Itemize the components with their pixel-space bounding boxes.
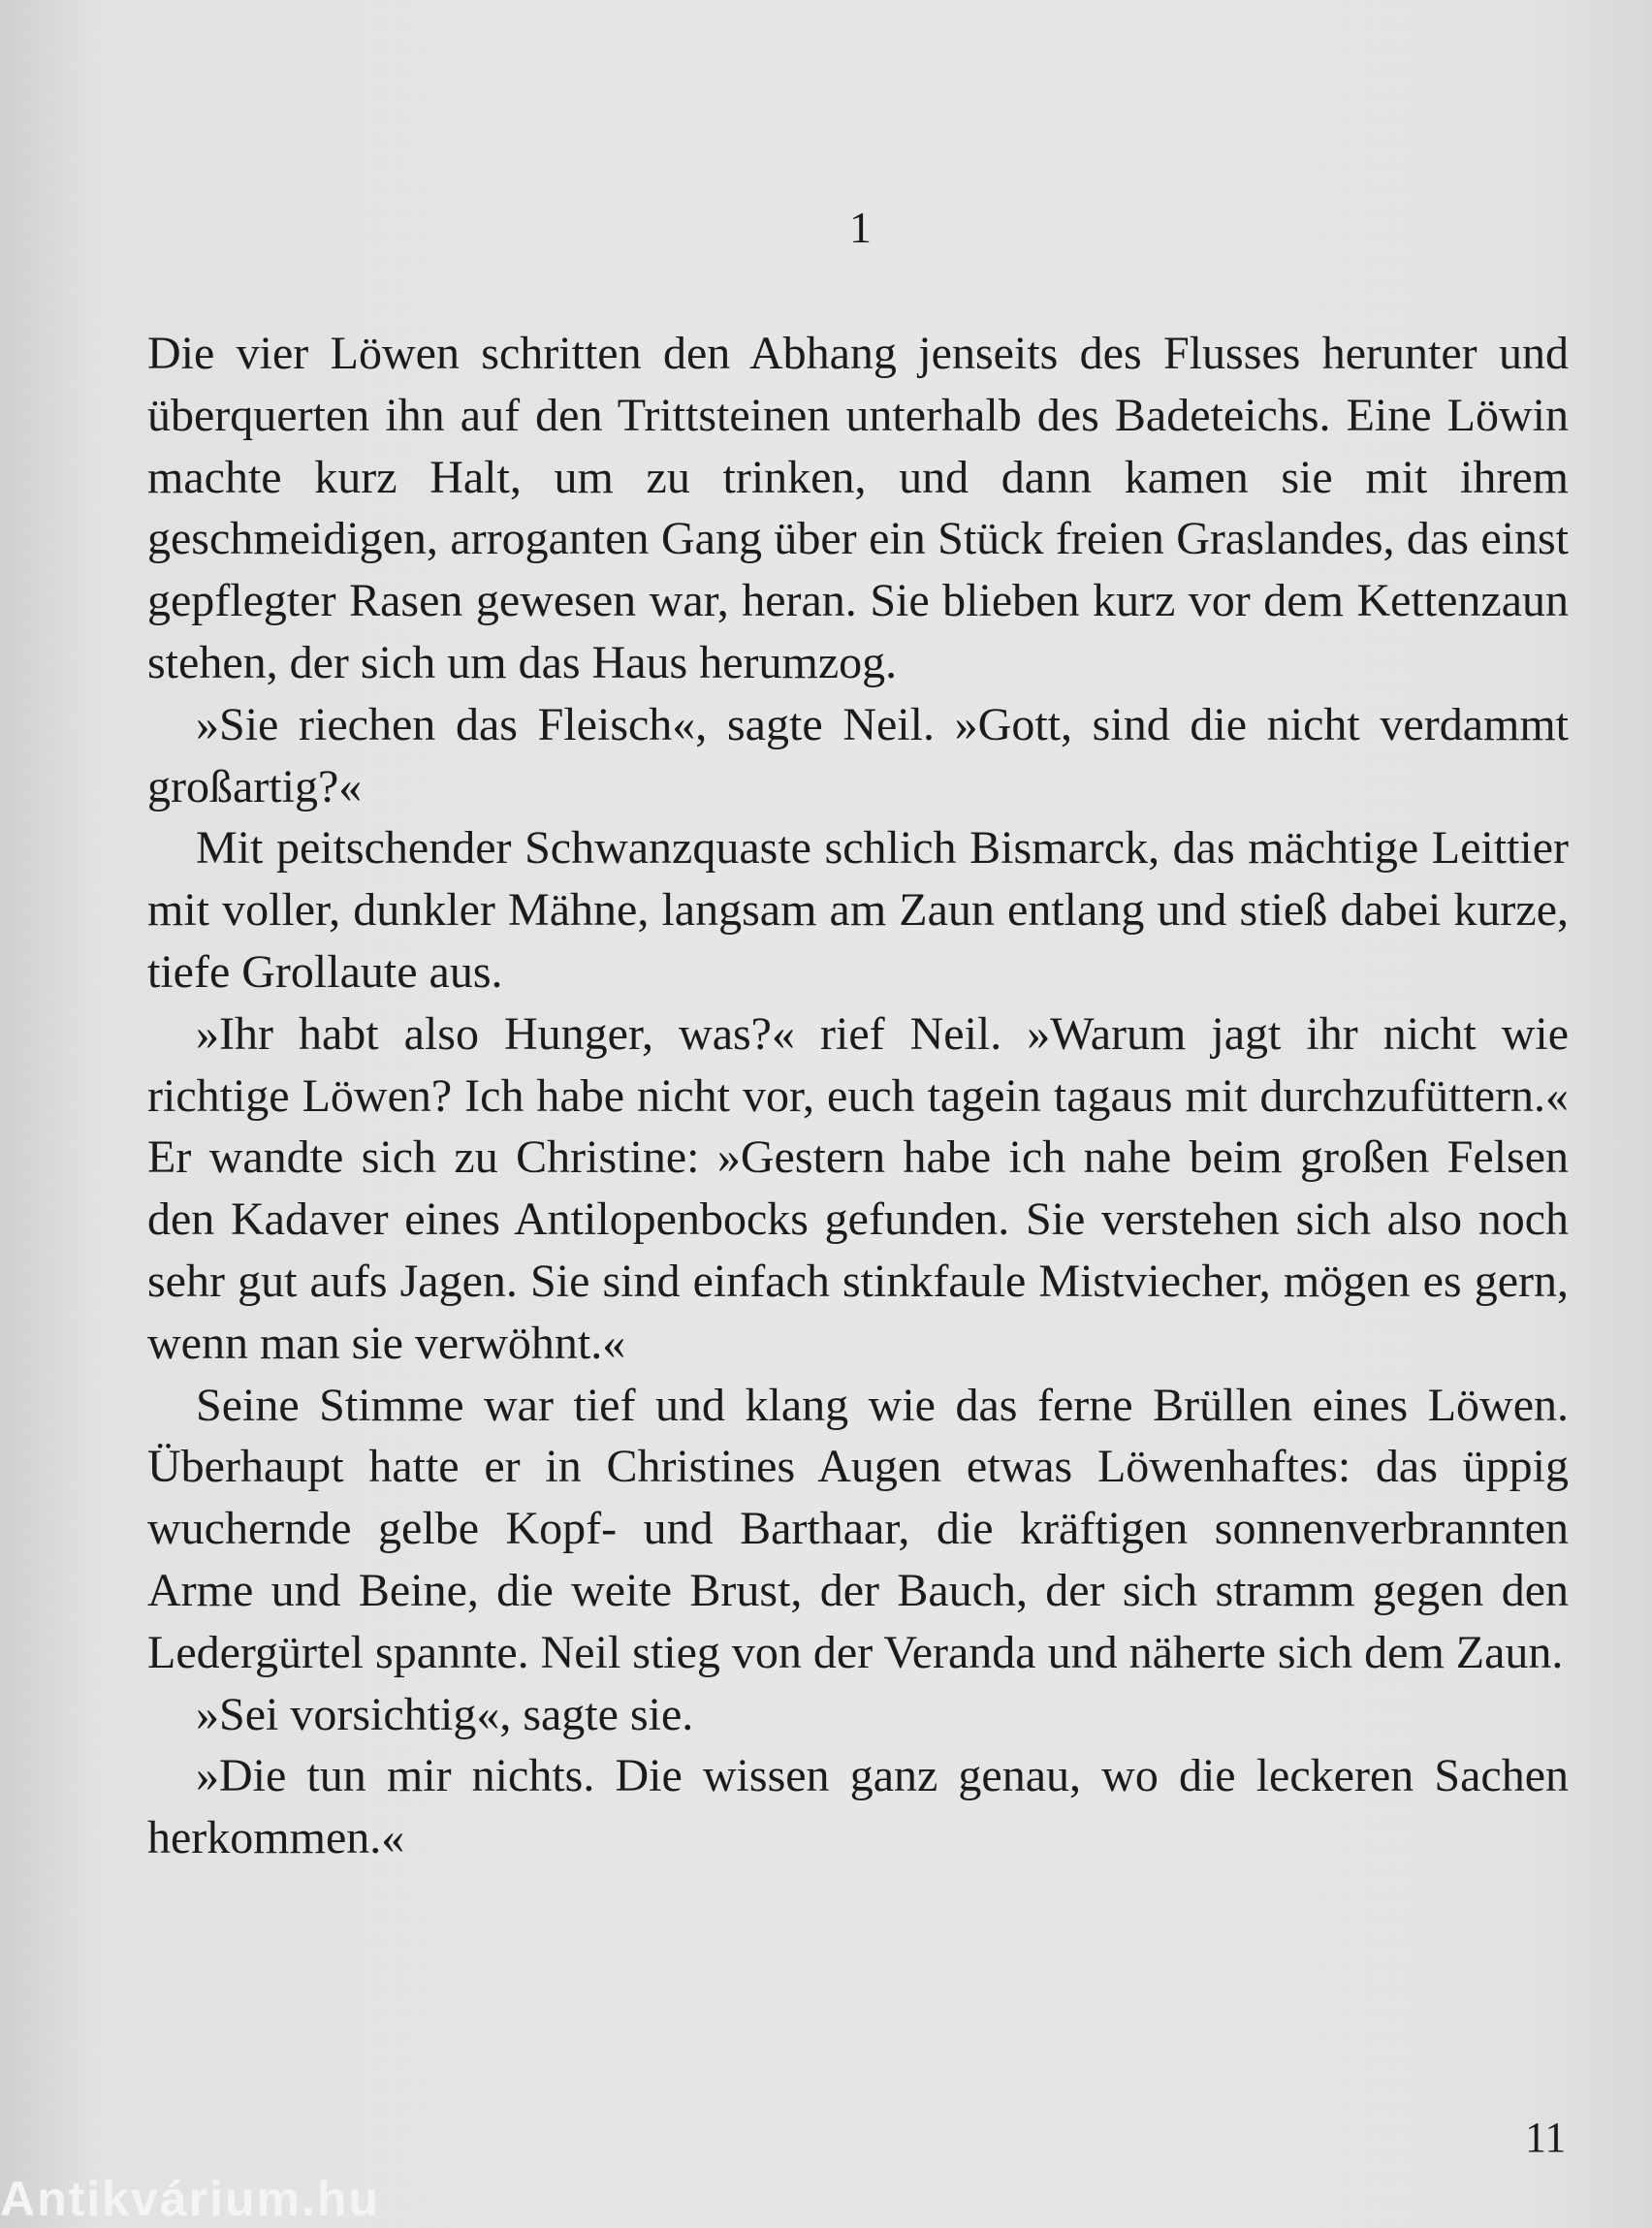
paragraph: »Die tun mir nichts. Die wissen ganz genau, wo die leckeren Sachen herkommen.« xyxy=(147,1750,1569,1864)
paragraph: »Ihr habt also Hunger, was?« rief Neil. »Warum jagt ihr nicht wie richtige Löwen? Ich habe nicht vor, euch tagein tagaus mit durchzufüttern.« Er wandte sich zu Christine: »Gestern habe ich nahe beim großen Felsen den Kadaver eines Antilopenbocks gefunden. Sie verstehen sich also noch sehr gut aufs Jagen. Sie sind einfach stinkfaule Mistviecher, mögen es gern, wenn man sie verwöhnt.« xyxy=(147,1007,1569,1369)
watermark: Antikvárium.hu xyxy=(0,2172,380,2226)
paragraph: »Sei vorsichtig«, sagte sie. xyxy=(196,1688,694,1740)
chapter-number: 1 xyxy=(849,203,872,252)
page-number: 11 xyxy=(1525,2114,1567,2161)
paragraph: Die vier Löwen schritten den Abhang jenseits des Flusses herunter und überquerten ihn auf den Trittsteinen unterhalb des Badeteichs. Eine Löwin machte kurz Halt, um zu trinken, und dann kamen sie mit ihrem geschmeidigen, arroganten Gang über ein Stück freien Graslandes, das einst gepflegter Rasen gewesen war, heran. Sie blieben kurz vor dem Kettenzaun stehen, der sich um das Haus herumzog. xyxy=(147,328,1569,688)
paragraph: »Sie riechen das Fleisch«, sagte Neil. »Gott, sind die nicht verdammt großartig?« xyxy=(147,698,1569,812)
paragraph: Seine Stimme war tief und klang wie das ferne Brüllen eines Löwen. Überhaupt hatte er in Christines Augen etwas Löwenhaftes: das üppig wuchernde gelbe Kopf- und Barthaar, die kräftigen sonnenverbrannten Arme und Beine, die weite Brust, der Bauch, der sich stramm gegen den Ledergürtel spannte. Neil stieg von der Veranda und näherte sich dem Zaun. xyxy=(147,1379,1569,1678)
paragraph: Mit peitschender Schwanzquaste schlich Bismarck, das mächtige Leittier mit voller, dunkler Mähne, langsam am Zaun entlang und stieß dabei kurze, tiefe Grollaute aus. xyxy=(147,822,1569,998)
body-text xyxy=(147,323,1569,1869)
